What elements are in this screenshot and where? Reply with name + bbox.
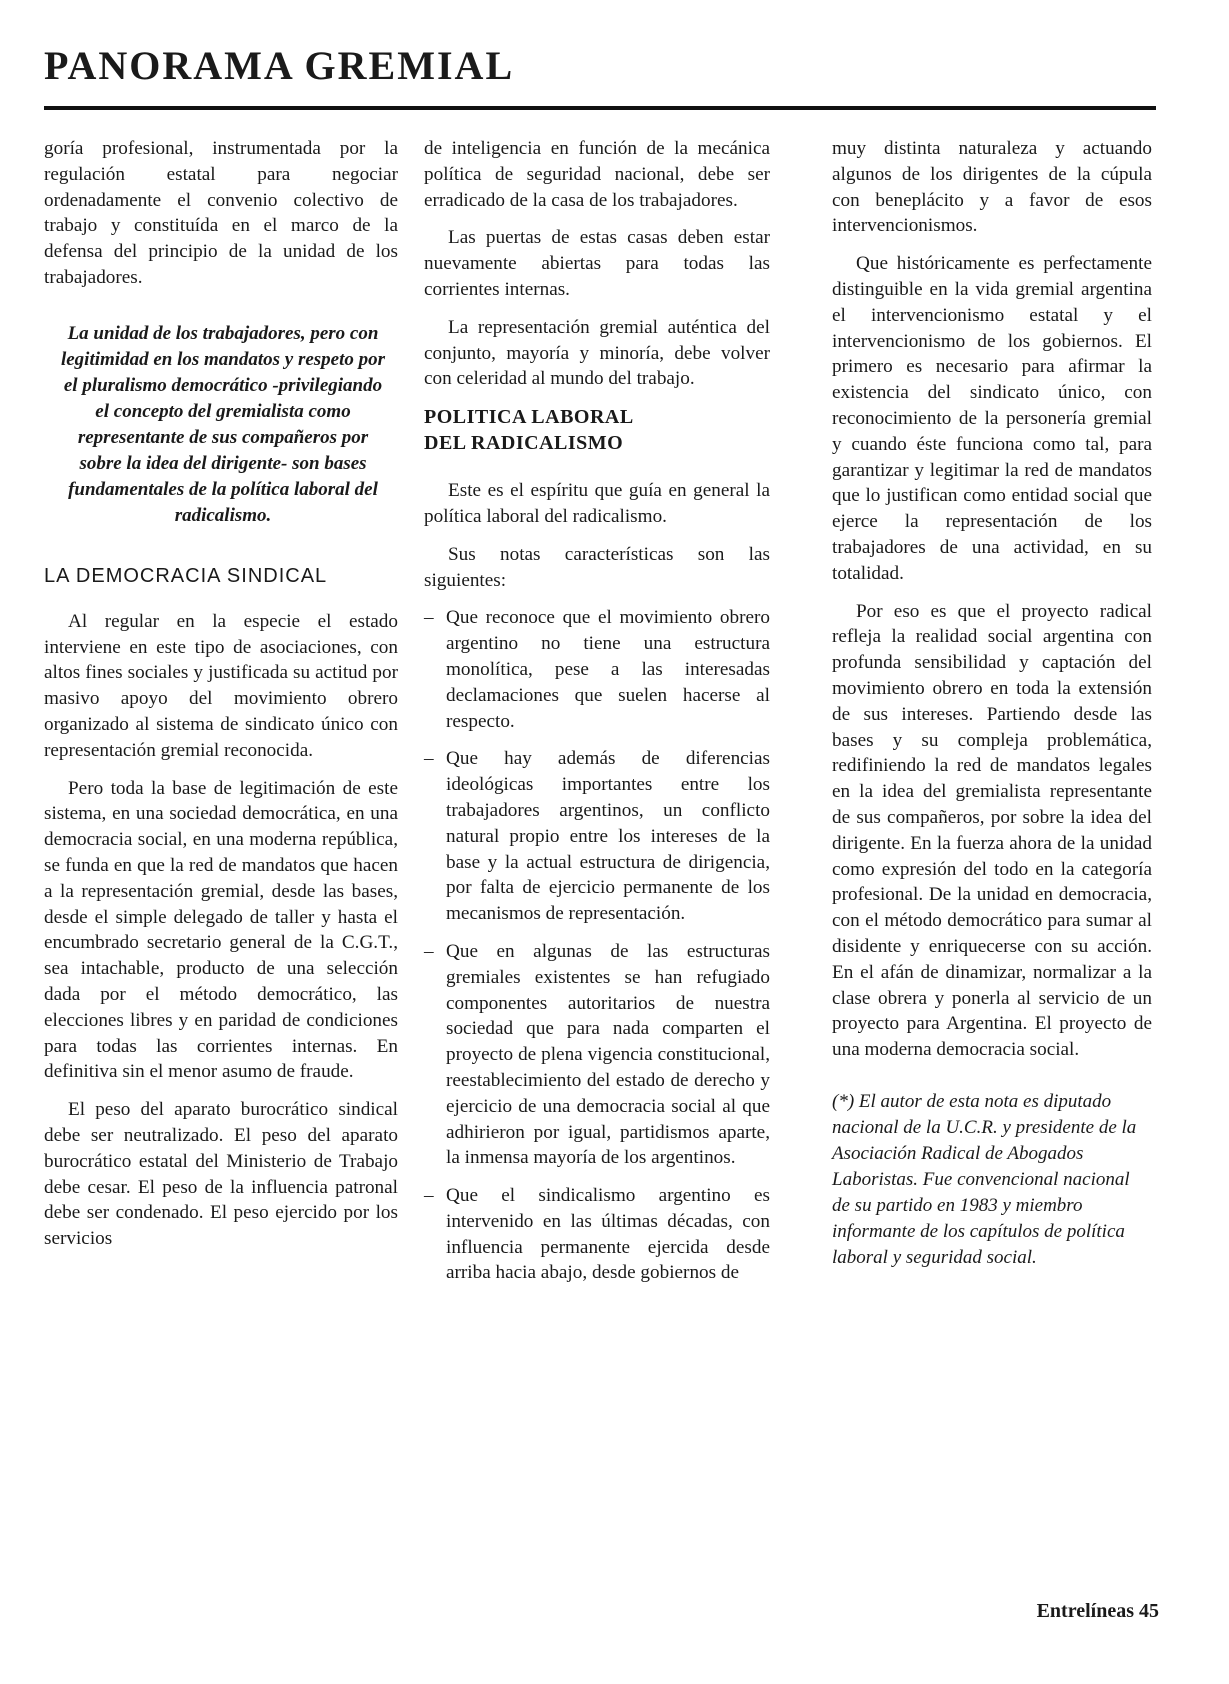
dash-bullet: – <box>424 1185 434 1207</box>
list-item <box>424 939 770 1171</box>
paragraph: Por eso es que el proyecto radical refleja la realidad social argentina con profunda sensibilidad y captación del movimiento obrero en toda la extensión de sus intereses. Partiendo desde las bases y su compleja problemática, redifiniendo la red de mandatos legales en la idea del gremialista representante de sus compañeros, por sobre la idea del dirigente. En la fuerza ahora de la unidad como expresión del todo en la categoría profesional. De la unidad en democracia, con el método democrático para sumar al disidente y enriquecerse con su acción. En el afán de dinamizar, normalizar a la clase obrera y ponerla al servicio de un proyecto para Argentina. El proyecto de una moderna democracia social. <box>832 600 1152 1061</box>
paragraph: Pero toda la base de legitimación de este sistema, en una sociedad democrática, en una democracia social, en una moderna república, se funda en que la red de mandatos que hacen a la representación gremial, desde las bases, desde el simple delegado de taller y hasta el encumbrado secretario general de la C.G.T., sea intachable, producto de una selección dada por el método democrático, las elecciones libres y en paridad de condiciones para todas las corrientes internas. En definitiva sin el menor asumo de fraude. <box>44 777 398 1083</box>
author-note: (*) El autor de esta nota es diputado nacional de la U.C.R. y presidente de la Asociación Radical de Abogados Laboristas. Fue convencional nacional de su partido en 1983 y miembro informante de los capítulos de política laboral y seguridad social. <box>832 1090 1137 1268</box>
paragraph: Las puertas de estas casas deben estar nuevamente abiertas para todas las corrientes internas. <box>424 227 770 300</box>
list-item-text: Que reconoce que el movimiento obrero argentino no tiene una estructura monolítica, pese a las interesadas declamaciones que suelen hacerse al respecto. <box>446 607 770 732</box>
paragraph: El peso del aparato burocrático sindical debe ser neutralizado. El peso del aparato burocrático estatal del Ministerio de Trabajo debe cesar. El peso de la influencia patronal debe ser condenado. El peso ejercido por los servicios <box>44 1099 398 1250</box>
subheading-line: DEL RADICALISMO <box>424 432 624 455</box>
paragraph: muy distinta naturaleza y actuando algunos de los dirigentes de la cúpula con beneplácito y a favor de esos intervencionismos. <box>832 138 1152 237</box>
dash-bullet: – <box>424 748 434 770</box>
subheading-line: POLITICA LABORAL <box>424 406 634 429</box>
dash-bullet: – <box>424 607 434 629</box>
subheading: LA DEMOCRACIA SINDICAL <box>44 564 328 587</box>
paragraph: de inteligencia en función de la mecánica política de seguridad nacional, debe ser erradicado de la casa de los trabajadores. <box>424 138 770 211</box>
paragraph: goría profesional, instrumentada por la regulación estatal para negociar ordenadamente el convenio colectivo de trabajo y constituída en el marco de la defensa del principio de la unidad de los trabajadores. <box>44 138 398 288</box>
paragraph: Que históricamente es perfectamente distinguible en la vida gremial argentina el intervencionismo estatal y el intervencionismo de los gobiernos. El primero es necesario para afirmar la existencia del sindicato único, con reconocimiento de la personería gremial y cuando éste funciona como tal, para garantizar y legitimar la red de mandatos que lo justifican como entidad social que ejerce la representación de los trabajadores de una actividad, en su totalidad. <box>832 253 1152 584</box>
dash-bullet: – <box>424 940 434 962</box>
column-1 <box>44 136 398 1264</box>
list-item <box>424 605 770 734</box>
list-item-text: Que en algunas de las estructuras gremiales existentes se han refugiado componentes autoritarios de nuestra sociedad que para nada comparten el proyecto de plena vigencia constitucional, reestablecimiento del estado de derecho y ejercicio de una democracia social al que adhirieron por igual, partidismos aparte, la inmensa mayoría de los argentinos. <box>446 940 770 1169</box>
paragraph: Sus notas características son las siguientes: <box>424 543 770 591</box>
page-footer: Entrelíneas 45 <box>1036 1600 1159 1622</box>
list-item <box>424 1183 770 1286</box>
column-3 <box>832 136 1152 1283</box>
header-rule <box>44 106 1156 110</box>
paragraph: La representación gremial auténtica del conjunto, mayoría y minoría, debe volver con celeridad al mundo del trabajo. <box>424 316 770 390</box>
list-item-text: Que hay además de diferencias ideológicas importantes entre los trabajadores argentinos, un conflicto natural propio entre los intereses de la base y la actual estructura de dirigencia, por falta de ejercicio permanente de los mecanismos de representación. <box>446 748 770 925</box>
pull-quote: La unidad de los trabajadores, pero con legitimidad en los mandatos y respeto por el pluralismo democrático -privilegiando el concepto del gremialista como representante de sus compañeros por sobre la idea del dirigente- son bases fundamentales de la política laboral del radicalismo. <box>60 322 386 526</box>
page-header <box>44 44 1154 88</box>
section-title: PANORAMA GREMIAL <box>44 43 515 88</box>
subheading <box>424 404 770 456</box>
paragraph: Al regular en la especie el estado interviene en este tipo de asociaciones, con altos fines sociales y justificada su actitud por masivo apoyo del movimiento obrero organizado al sistema de sindicato único con representación gremial reconocida. <box>44 610 398 761</box>
list-item <box>424 746 770 927</box>
paragraph: Este es el espíritu que guía en general la política laboral del radicalismo. <box>424 480 770 527</box>
column-2 <box>424 136 770 1298</box>
list-item-text: Que el sindicalismo argentino es intervenido en las últimas décadas, con influencia permanente ejercida desde arriba hacia abajo, desde gobiernos de <box>446 1185 770 1284</box>
